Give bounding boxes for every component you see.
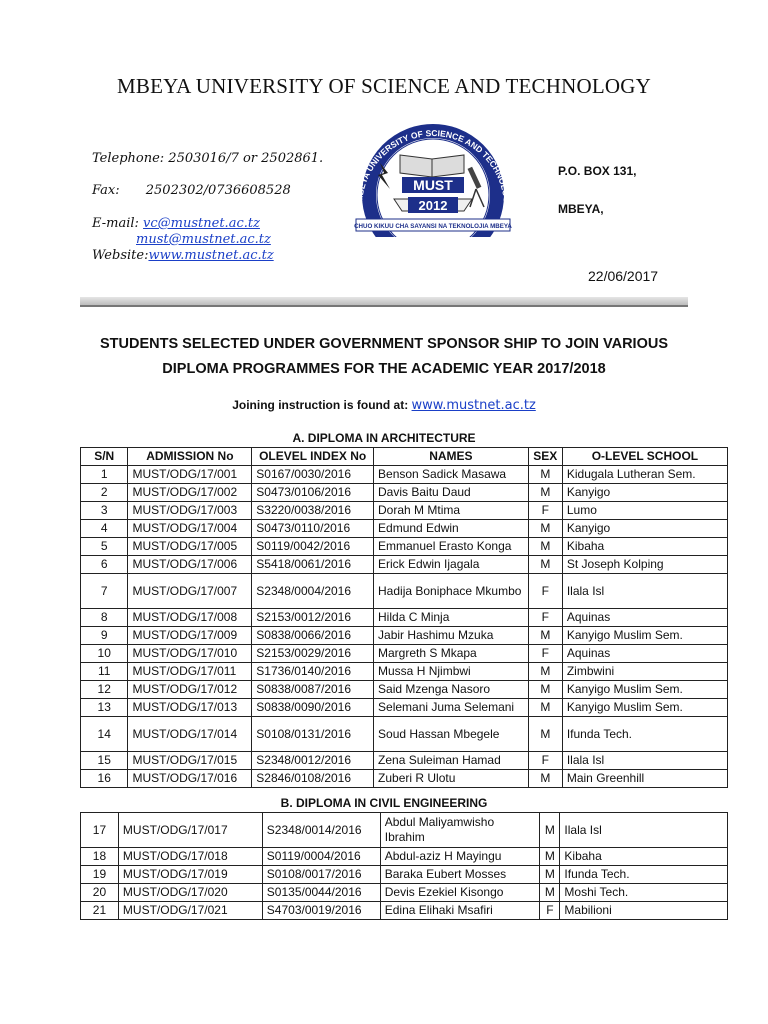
cell-sex: M	[540, 884, 560, 902]
cell-sn: 20	[81, 884, 119, 902]
cell-name: Davis Baitu Daud	[374, 484, 529, 502]
website-label: Website:	[92, 248, 149, 263]
cell-sex: M	[528, 484, 562, 502]
section-a-table	[80, 447, 728, 788]
cell-school: Lumo	[562, 502, 727, 520]
table-row	[81, 813, 728, 848]
cell-school: St Joseph Kolping	[562, 556, 727, 574]
table-row	[81, 770, 728, 788]
cell-name: Dorah M Mtima	[374, 502, 529, 520]
cell-sn: 12	[81, 681, 128, 699]
cell-olevel-index: S0838/0066/2016	[252, 627, 374, 645]
logo-abbr: MUST	[413, 177, 453, 193]
cell-sn: 4	[81, 520, 128, 538]
cell-school: Mabilioni	[560, 902, 728, 920]
cell-sex: F	[528, 502, 562, 520]
cell-name: Abdul Maliyamwisho Ibrahim	[380, 813, 540, 848]
table-row	[81, 884, 728, 902]
university-logo	[340, 115, 526, 237]
cell-sex: M	[528, 717, 562, 752]
cell-sex: M	[528, 627, 562, 645]
cell-admission-no: MUST/ODG/17/001	[128, 466, 252, 484]
table-row	[81, 609, 728, 627]
table-row	[81, 627, 728, 645]
cell-sex: M	[528, 699, 562, 717]
cell-admission-no: MUST/ODG/17/015	[128, 752, 252, 770]
table-row	[81, 520, 728, 538]
cell-sn: 1	[81, 466, 128, 484]
cell-sn: 21	[81, 902, 119, 920]
cell-sn: 13	[81, 699, 128, 717]
table-header-row	[81, 448, 728, 466]
cell-sn: 3	[81, 502, 128, 520]
logo-year: 2012	[418, 198, 448, 213]
cell-olevel-index: S2348/0014/2016	[262, 813, 380, 848]
cell-sn: 9	[81, 627, 128, 645]
cell-sex: F	[540, 902, 560, 920]
cell-name: Hadija Boniphace Mkumbo	[374, 574, 529, 609]
cell-name: Edmund Edwin	[374, 520, 529, 538]
cell-admission-no: MUST/ODG/17/005	[128, 538, 252, 556]
cell-sn: 8	[81, 609, 128, 627]
university-title: MBEYA UNIVERSITY OF SCIENCE AND TECHNOLOGY	[116, 74, 651, 98]
cell-sex: M	[528, 466, 562, 484]
cell-admission-no: MUST/ODG/17/020	[118, 884, 262, 902]
header-divider-line	[80, 305, 688, 307]
cell-sex: M	[528, 681, 562, 699]
cell-school: Kanyigo Muslim Sem.	[562, 681, 727, 699]
cell-olevel-index: S2153/0012/2016	[252, 609, 374, 627]
cell-olevel-index: S0838/0090/2016	[252, 699, 374, 717]
cell-admission-no: MUST/ODG/17/012	[128, 681, 252, 699]
cell-admission-no: MUST/ODG/17/014	[128, 717, 252, 752]
cell-school: Kibaha	[560, 848, 728, 866]
cell-sn: 7	[81, 574, 128, 609]
cell-sex: M	[540, 813, 560, 848]
cell-olevel-index: S0135/0044/2016	[262, 884, 380, 902]
col-header-school: O-LEVEL SCHOOL	[562, 448, 727, 466]
col-header-admission: ADMISSION No	[128, 448, 252, 466]
table-row	[81, 848, 728, 866]
cell-name: Margreth S Mkapa	[374, 645, 529, 663]
cell-school: Ifunda Tech.	[560, 866, 728, 884]
cell-school: Kidugala Lutheran Sem.	[562, 466, 727, 484]
cell-olevel-index: S0838/0087/2016	[252, 681, 374, 699]
header-divider	[80, 297, 688, 305]
cell-name: Selemani Juma Selemani	[374, 699, 529, 717]
cell-sex: F	[528, 609, 562, 627]
table-row	[81, 645, 728, 663]
cell-olevel-index: S5418/0061/2016	[252, 556, 374, 574]
cell-name: Edina Elihaki Msafiri	[380, 902, 540, 920]
cell-olevel-index: S0473/0106/2016	[252, 484, 374, 502]
cell-olevel-index: S0108/0131/2016	[252, 717, 374, 752]
cell-sn: 19	[81, 866, 119, 884]
telephone: Telephone: 2503016/7 or 2502861.	[92, 151, 324, 166]
website-link[interactable]: www.mustnet.ac.tz	[148, 248, 274, 263]
cell-olevel-index: S0119/0004/2016	[262, 848, 380, 866]
website-line	[92, 248, 274, 263]
logo-ring-text: MBEYA UNIVERSITY OF SCIENCE AND TECHNOLOGY	[354, 127, 513, 210]
col-header-sex: SEX	[528, 448, 562, 466]
logo-motto: CHUO KIKUU CHA SAYANSI NA TEKNOLOJIA MBEYA	[354, 223, 512, 230]
cell-olevel-index: S0108/0017/2016	[262, 866, 380, 884]
cell-sex: M	[528, 520, 562, 538]
po-box: P.O. BOX 131,	[558, 164, 637, 178]
cell-sn: 16	[81, 770, 128, 788]
section-a-title: A. DIPLOMA IN ARCHITECTURE	[292, 431, 476, 445]
cell-school: Aquinas	[562, 609, 727, 627]
table-row	[81, 699, 728, 717]
cell-sn: 17	[81, 813, 119, 848]
joining-instruction	[0, 398, 768, 413]
cell-sex: M	[528, 538, 562, 556]
cell-name: Devis Ezekiel Kisongo	[380, 884, 540, 902]
cell-olevel-index: S4703/0019/2016	[262, 902, 380, 920]
cell-school: Aquinas	[562, 645, 727, 663]
cell-sex: M	[540, 848, 560, 866]
fax-value: 2502302/0736608528	[145, 183, 291, 198]
cell-olevel-index: S2846/0108/2016	[252, 770, 374, 788]
cell-admission-no: MUST/ODG/17/011	[128, 663, 252, 681]
cell-school: Ilala Isl	[562, 752, 727, 770]
table-row	[81, 663, 728, 681]
section-b-title: B. DIPLOMA IN CIVIL ENGINEERING	[280, 796, 488, 810]
email-line-2	[136, 232, 271, 247]
cell-name: Mussa H Njimbwi	[374, 663, 529, 681]
cell-name: Soud Hassan Mbegele	[374, 717, 529, 752]
email-line	[92, 216, 260, 231]
cell-sex: M	[528, 770, 562, 788]
cell-admission-no: MUST/ODG/17/017	[118, 813, 262, 848]
fax	[92, 183, 291, 198]
cell-olevel-index: S0119/0042/2016	[252, 538, 374, 556]
cell-admission-no: MUST/ODG/17/006	[128, 556, 252, 574]
cell-school: Kanyigo Muslim Sem.	[562, 627, 727, 645]
cell-school: Moshi Tech.	[560, 884, 728, 902]
city: MBEYA,	[558, 202, 604, 216]
cell-name: Said Mzenga Nasoro	[374, 681, 529, 699]
cell-admission-no: MUST/ODG/17/009	[128, 627, 252, 645]
cell-name: Erick Edwin Ijagala	[374, 556, 529, 574]
table-row	[81, 466, 728, 484]
cell-school: Ilala Isl	[560, 813, 728, 848]
table-row	[81, 538, 728, 556]
cell-school: Kanyigo	[562, 484, 727, 502]
cell-school: Zimbwini	[562, 663, 727, 681]
email-label: E-mail:	[92, 216, 139, 231]
cell-school: Kanyigo Muslim Sem.	[562, 699, 727, 717]
cell-sex: M	[528, 663, 562, 681]
cell-name: Zena Suleiman Hamad	[374, 752, 529, 770]
table-row	[81, 866, 728, 884]
cell-name: Baraka Eubert Mosses	[380, 866, 540, 884]
table-row	[81, 574, 728, 609]
cell-admission-no: MUST/ODG/17/013	[128, 699, 252, 717]
table-row	[81, 752, 728, 770]
cell-olevel-index: S3220/0038/2016	[252, 502, 374, 520]
cell-sn: 18	[81, 848, 119, 866]
cell-name: Benson Sadick Masawa	[374, 466, 529, 484]
cell-school: Kibaha	[562, 538, 727, 556]
cell-name: Jabir Hashimu Mzuka	[374, 627, 529, 645]
cell-school: Ilala Isl	[562, 574, 727, 609]
cell-school: Kanyigo	[562, 520, 727, 538]
cell-admission-no: MUST/ODG/17/004	[128, 520, 252, 538]
cell-sex: M	[540, 866, 560, 884]
cell-olevel-index: S1736/0140/2016	[252, 663, 374, 681]
cell-olevel-index: S0167/0030/2016	[252, 466, 374, 484]
cell-olevel-index: S2348/0012/2016	[252, 752, 374, 770]
cell-admission-no: MUST/ODG/17/016	[128, 770, 252, 788]
cell-school: Ifunda Tech.	[562, 717, 727, 752]
email-link-vc[interactable]: vc@mustnet.ac.tz	[143, 216, 260, 231]
table-row	[81, 484, 728, 502]
cell-sex: F	[528, 752, 562, 770]
cell-sn: 2	[81, 484, 128, 502]
page-title-line2: DIPLOMA PROGRAMMES FOR THE ACADEMIC YEAR 2017/2018	[162, 361, 606, 377]
email-link-must[interactable]: must@mustnet.ac.tz	[136, 232, 271, 247]
cell-name: Hilda C Minja	[374, 609, 529, 627]
col-header-olevel-index: OLEVEL INDEX No	[252, 448, 374, 466]
cell-name: Emmanuel Erasto Konga	[374, 538, 529, 556]
cell-sn: 14	[81, 717, 128, 752]
cell-sn: 15	[81, 752, 128, 770]
section-b-table	[80, 812, 728, 920]
cell-school: Main Greenhill	[562, 770, 727, 788]
cell-admission-no: MUST/ODG/17/002	[128, 484, 252, 502]
joining-link[interactable]: www.mustnet.ac.tz	[411, 398, 536, 413]
cell-sex: M	[528, 556, 562, 574]
table-row	[81, 502, 728, 520]
col-header-sn: S/N	[81, 448, 128, 466]
cell-admission-no: MUST/ODG/17/007	[128, 574, 252, 609]
letter-date: 22/06/2017	[588, 268, 659, 284]
cell-sn: 6	[81, 556, 128, 574]
cell-sn: 5	[81, 538, 128, 556]
cell-admission-no: MUST/ODG/17/019	[118, 866, 262, 884]
cell-olevel-index: S2153/0029/2016	[252, 645, 374, 663]
cell-name: Abdul-aziz H Mayingu	[380, 848, 540, 866]
table-row	[81, 902, 728, 920]
page-title-line1: STUDENTS SELECTED UNDER GOVERNMENT SPONSOR SHIP TO JOIN VARIOUS	[100, 336, 668, 352]
table-row	[81, 556, 728, 574]
col-header-names: NAMES	[374, 448, 529, 466]
fax-label: Fax:	[92, 183, 120, 198]
cell-sn: 11	[81, 663, 128, 681]
cell-admission-no: MUST/ODG/17/008	[128, 609, 252, 627]
cell-name: Zuberi R Ulotu	[374, 770, 529, 788]
cell-sex: F	[528, 645, 562, 663]
cell-sex: F	[528, 574, 562, 609]
cell-olevel-index: S0473/0110/2016	[252, 520, 374, 538]
cell-admission-no: MUST/ODG/17/021	[118, 902, 262, 920]
cell-admission-no: MUST/ODG/17/003	[128, 502, 252, 520]
cell-admission-no: MUST/ODG/17/010	[128, 645, 252, 663]
joining-label: Joining instruction is found at:	[232, 398, 409, 412]
cell-admission-no: MUST/ODG/17/018	[118, 848, 262, 866]
cell-sn: 10	[81, 645, 128, 663]
table-row	[81, 717, 728, 752]
cell-olevel-index: S2348/0004/2016	[252, 574, 374, 609]
table-row	[81, 681, 728, 699]
